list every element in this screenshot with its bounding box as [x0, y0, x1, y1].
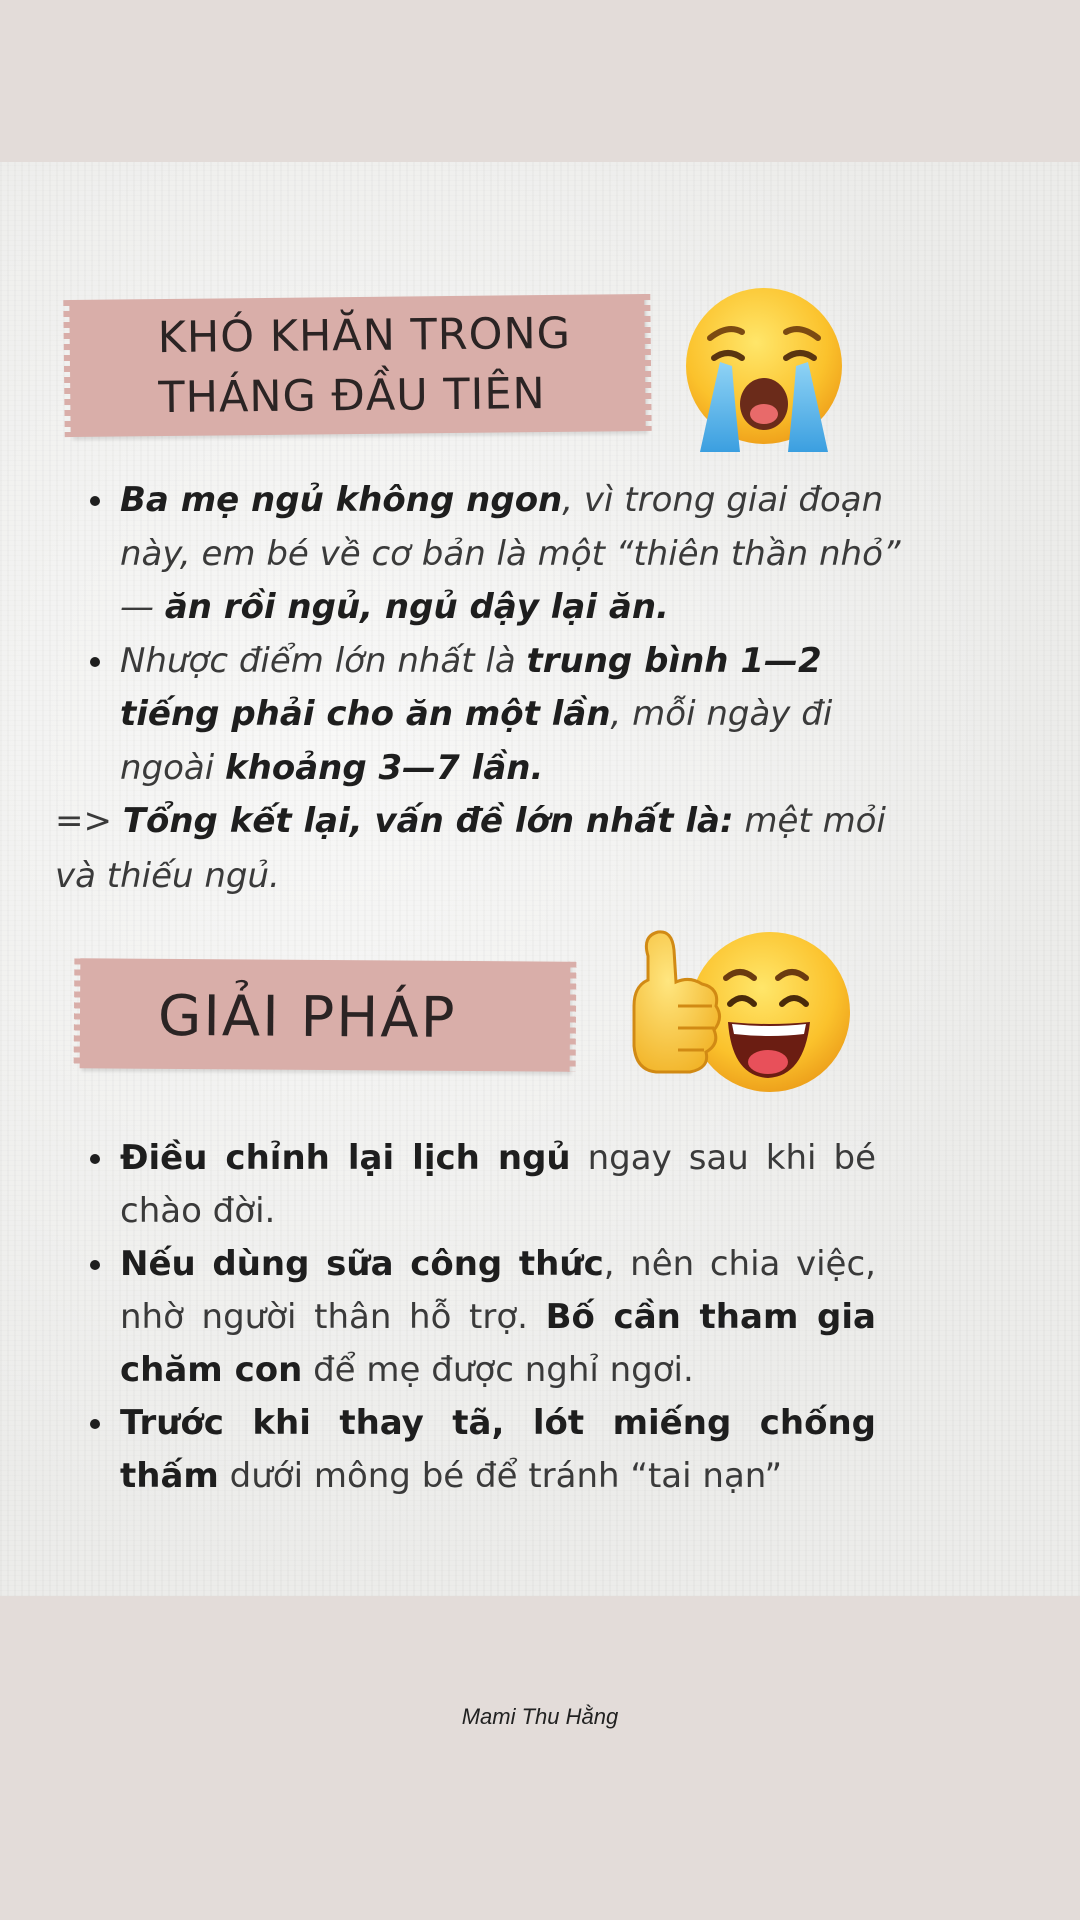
bold-text: Ba mẹ ngủ không ngon [120, 480, 563, 520]
list-text: ngay sau khi bé chào đời. [120, 1138, 876, 1231]
section2-bullet-list [120, 1132, 876, 1503]
list-text: , mỗi ngày đi ngoài [120, 694, 833, 788]
bold-text: Điều chỉnh lại lịch ngủ [120, 1138, 571, 1178]
summary-arrow: => [55, 801, 123, 841]
section1-title-line2: THÁNG ĐẦU TIÊN [158, 369, 546, 424]
section1-summary [55, 794, 915, 904]
bold-text: Trước khi thay tã, lót miếng chống thấm [120, 1403, 876, 1496]
bold-text: khoảng 3—7 lần. [225, 747, 544, 788]
list-text: Nhược điểm lớn nhất là [120, 640, 527, 681]
list-item [120, 1238, 876, 1397]
list-text: để mẹ được nghỉ ngơi. [302, 1350, 694, 1390]
list-text: , vì trong giai đoạn này, em bé về cơ bản là một “thiên thần nhỏ” — [120, 480, 901, 627]
list-item [120, 635, 920, 796]
crying-face-icon [680, 286, 848, 458]
content-card [0, 162, 1080, 1596]
list-item [120, 1132, 876, 1238]
list-text: , nên chia việc, nhờ người thân hỗ trợ. [120, 1244, 876, 1337]
section1-title-banner [69, 294, 645, 437]
list-item [120, 1397, 876, 1503]
summary-bold: Tổng kết lại, vấn đề lớn nhất là: [122, 801, 734, 841]
list-item [120, 474, 920, 635]
section1-bullet-list [120, 474, 920, 795]
summary-text: mệt mỏi và thiếu ngủ. [55, 801, 886, 896]
author-footer: Mami Thu Hằng [461, 1704, 619, 1729]
bold-text: Nếu dùng sữa công thức [120, 1244, 604, 1284]
laughing-thumbs-up-icon [628, 926, 858, 1094]
bold-text: trung bình 1—2 tiếng phải cho ăn một lần [120, 640, 822, 734]
section2-title: GIẢI PHÁP [157, 983, 457, 1051]
bold-text: Bố cần tham gia chăm con [120, 1297, 876, 1390]
list-text: dưới mông bé để tránh “tai nạn” [218, 1456, 783, 1496]
section2-title-banner [80, 958, 571, 1071]
section1-title-line1: KHÓ KHĂN TRONG [157, 308, 572, 364]
bold-text: ăn rồi ngủ, ngủ dậy lại ăn. [164, 587, 669, 627]
